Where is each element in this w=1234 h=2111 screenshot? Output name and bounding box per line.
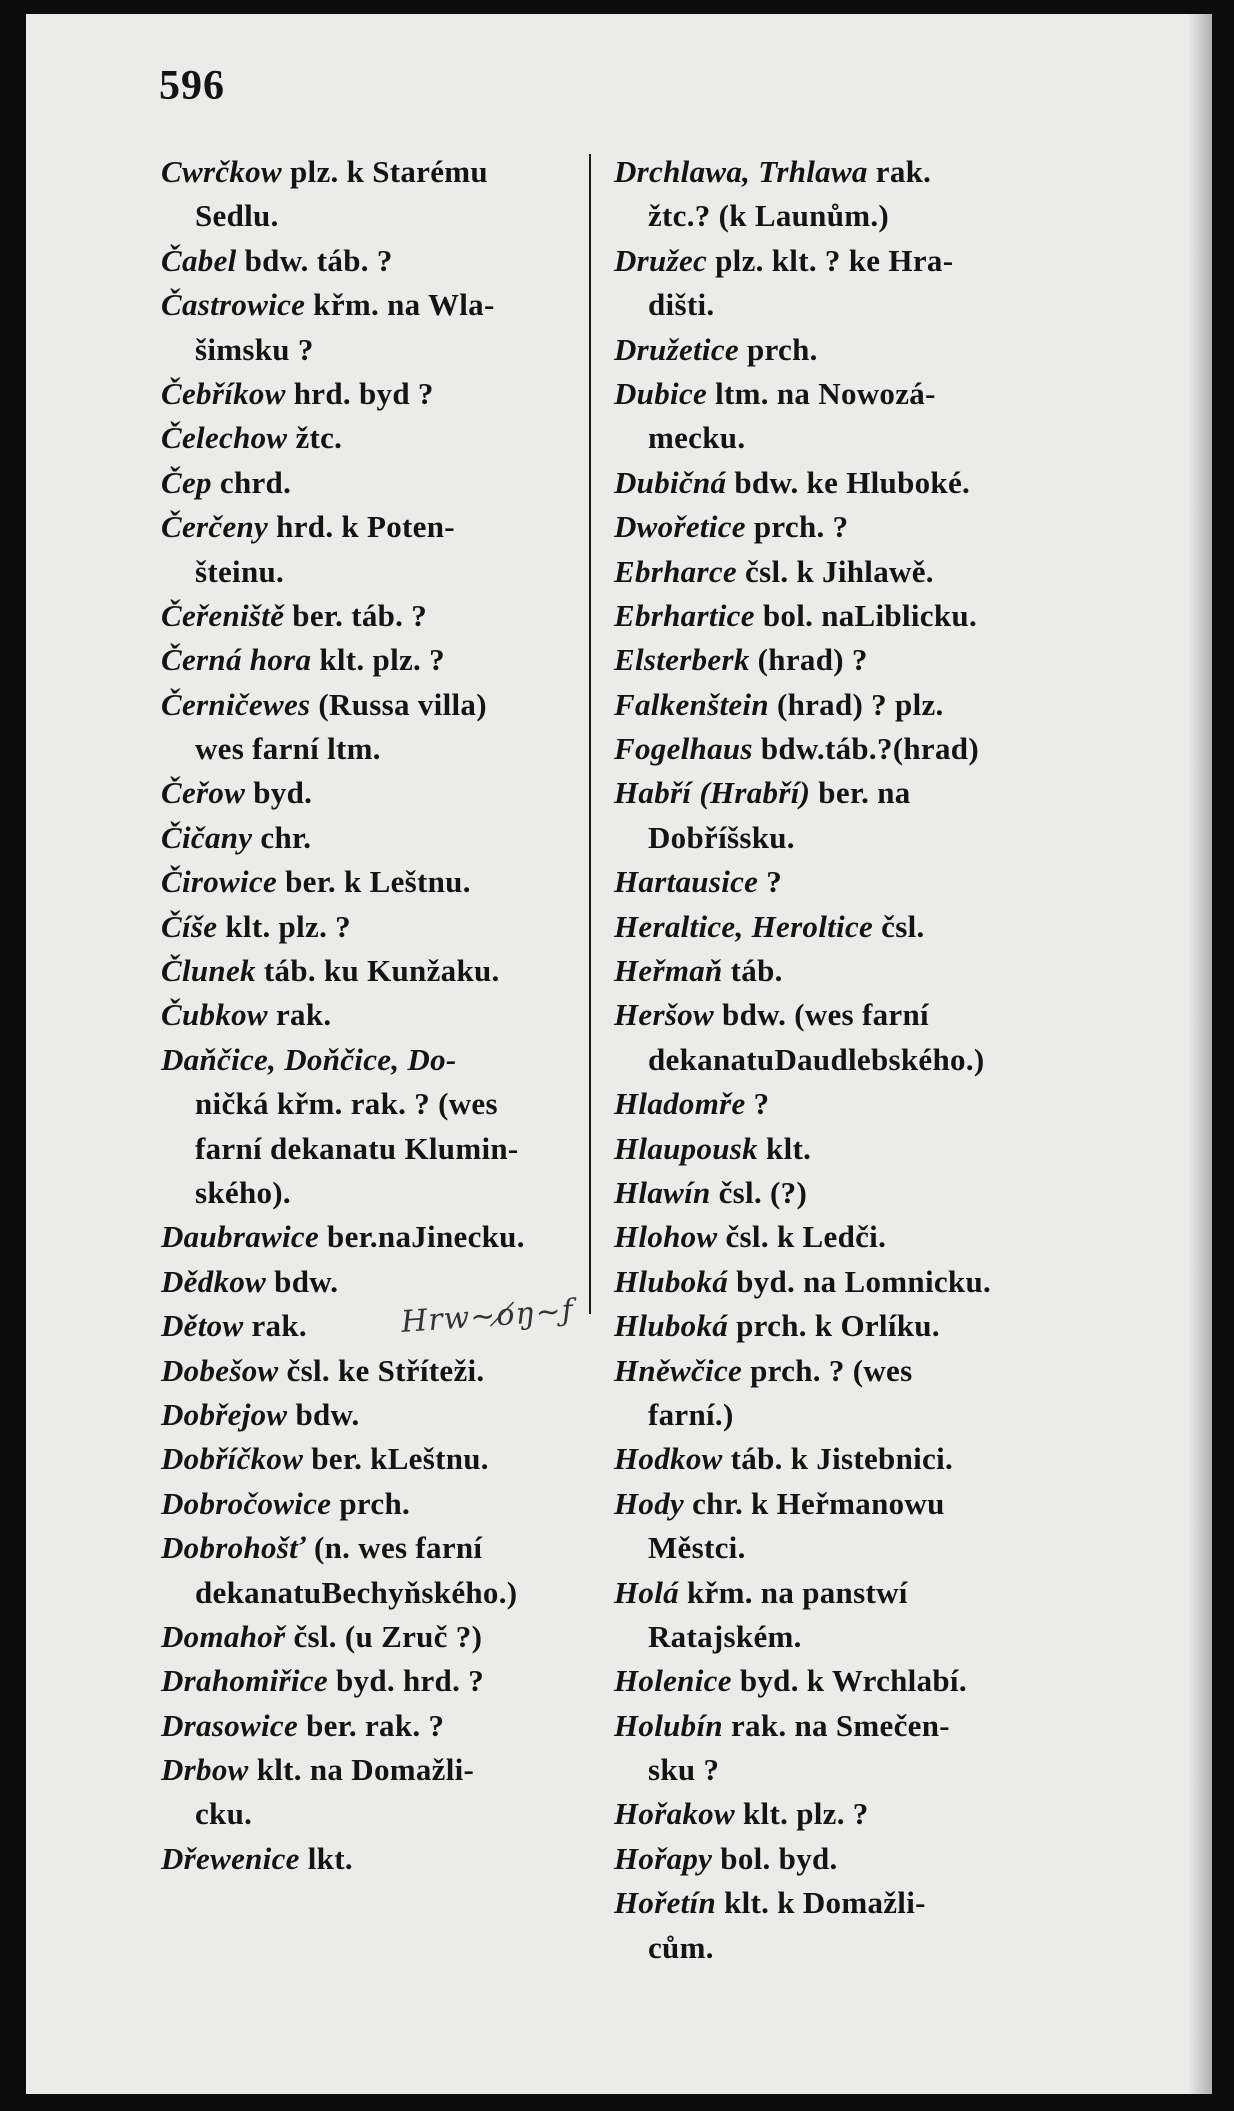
entry-first-line xyxy=(614,1437,1084,1481)
index-entry xyxy=(614,1260,1084,1304)
index-entry xyxy=(161,1393,601,1437)
entry-headword: Cwrčkow xyxy=(161,154,282,189)
entry-headword: Hodkow xyxy=(614,1441,723,1477)
entry-description: rak. na Smečen- xyxy=(722,1707,950,1743)
entry-first-line xyxy=(614,727,1084,771)
entry-first-line xyxy=(614,150,1084,194)
entry-headword: Dědkow xyxy=(161,1263,267,1299)
index-entry xyxy=(614,1127,1084,1171)
index-entry xyxy=(614,594,1084,638)
entry-description: ber.naJinecku. xyxy=(319,1219,525,1255)
entry-headword: Hladomře xyxy=(614,1086,746,1122)
entry-first-line xyxy=(614,1837,1084,1881)
entry-headword: Čubkow xyxy=(161,997,268,1033)
entry-description: (Russa villa) xyxy=(310,686,487,722)
entry-first-line xyxy=(161,1526,601,1570)
right-column xyxy=(614,150,1084,1970)
entry-first-line xyxy=(161,1215,601,1259)
entry-headword: Hluboká xyxy=(614,1308,729,1344)
entry-description: bdw. táb. ? xyxy=(236,242,393,278)
entry-headword: Dobříčkow xyxy=(161,1441,304,1477)
entry-first-line xyxy=(161,1393,601,1437)
entry-continuation-line: farní.) xyxy=(648,1396,734,1432)
index-entry xyxy=(161,372,601,416)
entry-first-line xyxy=(161,594,601,638)
entry-description: chr. k Heřmanowu xyxy=(684,1485,945,1521)
index-entry xyxy=(161,150,601,239)
entry-description: ? xyxy=(745,1086,770,1122)
entry-first-line xyxy=(161,905,601,949)
entry-description: ber. táb. ? xyxy=(284,597,428,633)
entry-first-line xyxy=(161,683,601,727)
entry-description: čsl. k Ledči. xyxy=(717,1219,887,1255)
entry-headword: Dětow xyxy=(161,1308,244,1344)
entry-continuation-line: wes farní ltm. xyxy=(195,731,381,767)
entry-headword: Holenice xyxy=(614,1663,732,1699)
index-entry xyxy=(161,1615,601,1659)
entry-first-line xyxy=(614,1215,1084,1259)
entry-first-line xyxy=(614,1260,1084,1304)
entry-first-line xyxy=(161,150,601,194)
entry-description: (hrad) ? xyxy=(749,642,868,678)
entry-continuation-line: mecku. xyxy=(648,420,746,456)
index-entry xyxy=(161,416,601,460)
entry-description: byd. k Wrchlabí. xyxy=(731,1663,967,1699)
entry-description: rak. xyxy=(243,1308,307,1344)
index-entry xyxy=(614,1792,1084,1836)
entry-description: klt. na Domažli- xyxy=(248,1752,475,1788)
entry-first-line xyxy=(161,1349,601,1393)
entry-headword: Člunek xyxy=(161,953,256,989)
entry-description: bdw. xyxy=(266,1263,339,1299)
index-entry xyxy=(161,1349,601,1393)
entry-continuation-line: cku. xyxy=(195,1796,253,1832)
index-entry xyxy=(161,461,601,505)
entry-description: bol. naLiblicku. xyxy=(754,597,977,633)
entry-first-line xyxy=(161,1704,601,1748)
entry-description: prch. ? (wes xyxy=(742,1352,913,1388)
index-entry xyxy=(614,905,1084,949)
entry-first-line xyxy=(161,505,601,549)
entry-headword: Častrowice xyxy=(161,287,306,323)
entry-continuation-line: Sedlu. xyxy=(195,198,279,234)
entry-headword: Dobročowice xyxy=(161,1485,332,1521)
entry-description: křm. na panstwí xyxy=(678,1574,908,1610)
index-entry xyxy=(614,505,1084,549)
entry-first-line xyxy=(161,372,601,416)
index-entry xyxy=(161,239,601,283)
index-entry xyxy=(614,150,1084,239)
entry-first-line xyxy=(161,1748,601,1792)
entry-first-line xyxy=(614,683,1084,727)
entry-continuation-line: dekanatuDaudlebského.) xyxy=(648,1041,985,1077)
entry-headword: Hlohow xyxy=(614,1219,718,1255)
entry-continuation-line: Dobříšsku. xyxy=(648,819,795,855)
entry-headword: Čeřow xyxy=(161,775,246,811)
entry-first-line xyxy=(161,461,601,505)
entry-headword: Hněwčice xyxy=(614,1352,743,1388)
entry-headword: Ebrhartice xyxy=(614,597,755,633)
entry-continuation-line: šimsku ? xyxy=(195,331,314,367)
index-entry xyxy=(614,1482,1084,1571)
index-entry xyxy=(614,1171,1084,1215)
index-entry xyxy=(614,1304,1084,1348)
entry-description: bdw. ke Hluboké. xyxy=(726,464,971,500)
entry-first-line xyxy=(614,505,1084,549)
index-entry xyxy=(161,771,601,815)
index-entry xyxy=(614,1082,1084,1126)
page-edge-shadow xyxy=(1188,14,1212,2094)
index-entry xyxy=(161,1748,601,1837)
entry-first-line xyxy=(614,239,1084,283)
entry-first-line xyxy=(614,550,1084,594)
entry-description: klt. xyxy=(757,1130,812,1166)
entry-headword: Hlawín xyxy=(614,1174,711,1210)
entry-description: byd. xyxy=(245,775,313,811)
entry-headword: Družetice xyxy=(614,331,739,367)
entry-first-line xyxy=(614,1349,1084,1393)
entry-headword: Čep xyxy=(161,464,212,500)
entry-description: rak. xyxy=(867,154,932,189)
index-entry xyxy=(614,860,1084,904)
entry-headword: Elsterberk xyxy=(614,642,750,678)
entry-first-line xyxy=(614,1881,1084,1925)
entry-first-line xyxy=(614,1482,1084,1526)
entry-headword: Drbow xyxy=(161,1752,249,1788)
handwritten-annotation: Hrw~o̸ŋ~ƒ xyxy=(399,1293,575,1340)
index-entry xyxy=(161,1038,601,1216)
entry-first-line xyxy=(614,328,1084,372)
entry-continuation-line: šteinu. xyxy=(195,553,285,589)
entry-first-line xyxy=(614,1704,1084,1748)
entry-description: plz. k Starému xyxy=(281,154,488,189)
entry-first-line xyxy=(614,1792,1084,1836)
index-entry xyxy=(614,239,1084,328)
entry-description: klt. plz. ? xyxy=(217,908,351,944)
entry-headword: Číše xyxy=(161,908,218,944)
entry-continuation-line: ničká křm. rak. ? (wes xyxy=(195,1086,498,1122)
entry-description: ber. kLeštnu. xyxy=(303,1441,489,1477)
entry-first-line xyxy=(614,771,1084,815)
entry-headword: Dubice xyxy=(614,375,708,411)
entry-description: klt. k Domažli- xyxy=(716,1885,926,1921)
entry-description: klt. plz. ? xyxy=(311,642,445,678)
index-entry xyxy=(161,505,601,594)
entry-headword: Falkenštein xyxy=(614,686,769,722)
entry-headword: Hlaupousk xyxy=(614,1130,758,1166)
index-entry xyxy=(161,816,601,860)
entry-headword: Dobrohošť xyxy=(161,1530,306,1566)
entry-description: táb. ku Kunžaku. xyxy=(255,953,500,989)
index-entry xyxy=(161,638,601,682)
entry-description: prch. xyxy=(738,331,818,367)
entry-description: křm. na Wla- xyxy=(305,287,495,323)
entry-first-line xyxy=(161,1437,601,1481)
entry-continuation-line: dekanatuBechyňského.) xyxy=(195,1574,518,1610)
index-entry xyxy=(614,993,1084,1082)
entry-first-line xyxy=(614,1127,1084,1171)
entry-headword: Hořapy xyxy=(614,1840,713,1876)
entry-headword: Čeřeniště xyxy=(161,597,285,633)
entry-headword: Holá xyxy=(614,1574,679,1610)
entry-first-line xyxy=(614,1171,1084,1215)
entry-description: (hrad) ? plz. xyxy=(768,686,944,722)
entry-headword: Hluboká xyxy=(614,1263,729,1299)
entry-headword: Ebrharce xyxy=(614,553,737,589)
entry-headword: Domahoř xyxy=(161,1618,286,1654)
book-page xyxy=(26,14,1212,2094)
entry-first-line xyxy=(614,372,1084,416)
index-entry xyxy=(161,1215,601,1259)
entry-headword: Čabel xyxy=(161,242,237,278)
entry-headword: Černá hora xyxy=(161,642,312,678)
entry-description: lkt. xyxy=(299,1840,353,1876)
entry-headword: Habří (Hrabří) xyxy=(614,775,811,811)
entry-description: bdw. xyxy=(287,1396,360,1432)
index-entry xyxy=(161,594,601,638)
entry-first-line xyxy=(161,416,601,460)
entry-first-line xyxy=(161,949,601,993)
entry-description: plz. klt. ? ke Hra- xyxy=(707,242,954,278)
entry-continuation-line: cům. xyxy=(648,1929,714,1965)
entry-description: chrd. xyxy=(211,464,292,500)
entry-description: čsl. (?) xyxy=(710,1174,808,1210)
entry-first-line xyxy=(161,283,601,327)
entry-first-line xyxy=(161,860,601,904)
entry-first-line xyxy=(161,1615,601,1659)
index-entry xyxy=(161,283,601,372)
index-entry xyxy=(161,1526,601,1615)
entry-first-line xyxy=(161,771,601,815)
entry-headword: Čičany xyxy=(161,819,253,855)
entry-description: prch. xyxy=(331,1485,411,1521)
entry-headword: Čerčeny xyxy=(161,509,269,545)
entry-headword: Drchlawa, Trhlawa xyxy=(614,154,868,189)
entry-headword: Heraltice, Heroltice xyxy=(614,908,874,944)
entry-first-line xyxy=(161,1038,601,1082)
entry-headword: Daubrawice xyxy=(161,1219,319,1255)
entry-first-line xyxy=(614,1082,1084,1126)
entry-description: bdw.táb.?(hrad) xyxy=(752,731,979,767)
index-entry xyxy=(614,1659,1084,1703)
entry-first-line xyxy=(161,993,601,1037)
index-entry xyxy=(614,683,1084,727)
entry-first-line xyxy=(614,594,1084,638)
entry-first-line xyxy=(161,816,601,860)
entry-description: táb. xyxy=(722,953,783,989)
entry-headword: Daňčice, Doňčice, Do- xyxy=(161,1041,457,1077)
index-entry xyxy=(161,1837,601,1881)
entry-description: bdw. (wes farní xyxy=(713,997,929,1033)
entry-first-line xyxy=(614,1304,1084,1348)
entry-headword: Dubičná xyxy=(614,464,727,500)
entry-first-line xyxy=(614,993,1084,1037)
entry-description: čsl. (u Zruč ?) xyxy=(285,1618,483,1654)
index-entry xyxy=(614,771,1084,860)
entry-headword: Drahomiřice xyxy=(161,1663,328,1699)
entry-headword: Hořakow xyxy=(614,1796,735,1832)
entry-description: ltm. na Nowozá- xyxy=(707,375,936,411)
index-entry xyxy=(614,328,1084,372)
left-column xyxy=(161,150,601,1881)
entry-description: byd. hrd. ? xyxy=(327,1663,484,1699)
index-entry xyxy=(614,1571,1084,1660)
entry-first-line xyxy=(614,905,1084,949)
index-entry xyxy=(614,1349,1084,1438)
entry-first-line xyxy=(614,638,1084,682)
entry-first-line xyxy=(614,1659,1084,1703)
entry-headword: Družec xyxy=(614,242,708,278)
entry-headword: Hody xyxy=(614,1485,685,1521)
entry-description: hrd. k Poten- xyxy=(268,509,455,545)
entry-continuation-line: dišti. xyxy=(648,287,715,323)
index-entry xyxy=(614,1437,1084,1481)
entry-continuation-line: žtc.? (k Launům.) xyxy=(648,198,890,234)
entry-first-line xyxy=(161,1482,601,1526)
entry-headword: Drasowice xyxy=(161,1707,299,1743)
index-entry xyxy=(161,949,601,993)
entry-description: čsl. k Jihlawě. xyxy=(736,553,934,589)
entry-headword: Čebříkow xyxy=(161,375,286,411)
index-entry xyxy=(614,550,1084,594)
entry-continuation-line: farní dekanatu Klumin- xyxy=(195,1130,519,1166)
entry-first-line xyxy=(614,461,1084,505)
entry-headword: Dobřejow xyxy=(161,1396,288,1432)
entry-headword: Dwořetice xyxy=(614,509,746,545)
entry-description: žtc. xyxy=(287,420,343,456)
entry-description: ? xyxy=(758,864,783,900)
entry-description: ber. k Leštnu. xyxy=(277,864,471,900)
entry-description: ber. rak. ? xyxy=(298,1707,445,1743)
entry-headword: Fogelhaus xyxy=(614,731,753,767)
index-entry xyxy=(614,372,1084,461)
entry-description: prch. k Orlíku. xyxy=(728,1308,940,1344)
entry-description: ber. na xyxy=(810,775,911,811)
page-number: 596 xyxy=(159,63,225,109)
entry-continuation-line: ského). xyxy=(195,1174,291,1210)
entry-first-line xyxy=(161,239,601,283)
entry-description: čsl. ke Stříteži. xyxy=(278,1352,485,1388)
entry-description: (n. wes farní xyxy=(305,1530,483,1566)
entry-headword: Heřmaň xyxy=(614,953,723,989)
entry-description: hrd. byd ? xyxy=(285,375,434,411)
entry-description: čsl. xyxy=(873,908,925,944)
entry-continuation-line: Městci. xyxy=(648,1530,746,1566)
entry-headword: Čirowice xyxy=(161,864,278,900)
entry-first-line xyxy=(161,1837,601,1881)
index-entry xyxy=(614,1704,1084,1793)
entry-first-line xyxy=(614,1571,1084,1615)
index-entry xyxy=(161,905,601,949)
entry-first-line xyxy=(161,638,601,682)
index-entry xyxy=(614,1215,1084,1259)
entry-first-line xyxy=(614,860,1084,904)
index-entry xyxy=(614,638,1084,682)
index-entry xyxy=(161,683,601,772)
index-entry xyxy=(161,1704,601,1748)
entry-headword: Hořetín xyxy=(614,1885,717,1921)
entry-first-line xyxy=(614,949,1084,993)
index-entry xyxy=(161,1659,601,1703)
entry-description: rak. xyxy=(267,997,332,1033)
index-entry xyxy=(614,461,1084,505)
index-entry xyxy=(161,1482,601,1526)
entry-description: klt. plz. ? xyxy=(734,1796,869,1832)
entry-continuation-line: Ratajském. xyxy=(648,1618,802,1654)
entry-headword: Dřewenice xyxy=(161,1840,300,1876)
entry-headword: Heršow xyxy=(614,997,714,1033)
entry-headword: Čelechow xyxy=(161,420,288,456)
entry-headword: Holubín xyxy=(614,1707,723,1743)
index-entry xyxy=(614,1881,1084,1970)
column-divider xyxy=(589,154,591,1314)
index-entry xyxy=(161,860,601,904)
entry-headword: Černičewes xyxy=(161,686,311,722)
entry-description: táb. k Jistebnici. xyxy=(722,1441,954,1477)
entry-headword: Hartausice xyxy=(614,864,759,900)
entry-description: chr. xyxy=(252,819,312,855)
entry-first-line xyxy=(161,1659,601,1703)
index-entry xyxy=(161,993,601,1037)
entry-continuation-line: sku ? xyxy=(648,1752,720,1788)
index-entry xyxy=(614,727,1084,771)
entry-headword: Dobešow xyxy=(161,1352,279,1388)
entry-description: byd. na Lomnicku. xyxy=(728,1263,992,1299)
index-entry xyxy=(161,1437,601,1481)
entry-description: prch. ? xyxy=(745,509,849,545)
index-entry xyxy=(614,1837,1084,1881)
entry-description: bol. byd. xyxy=(712,1840,838,1876)
index-entry xyxy=(614,949,1084,993)
